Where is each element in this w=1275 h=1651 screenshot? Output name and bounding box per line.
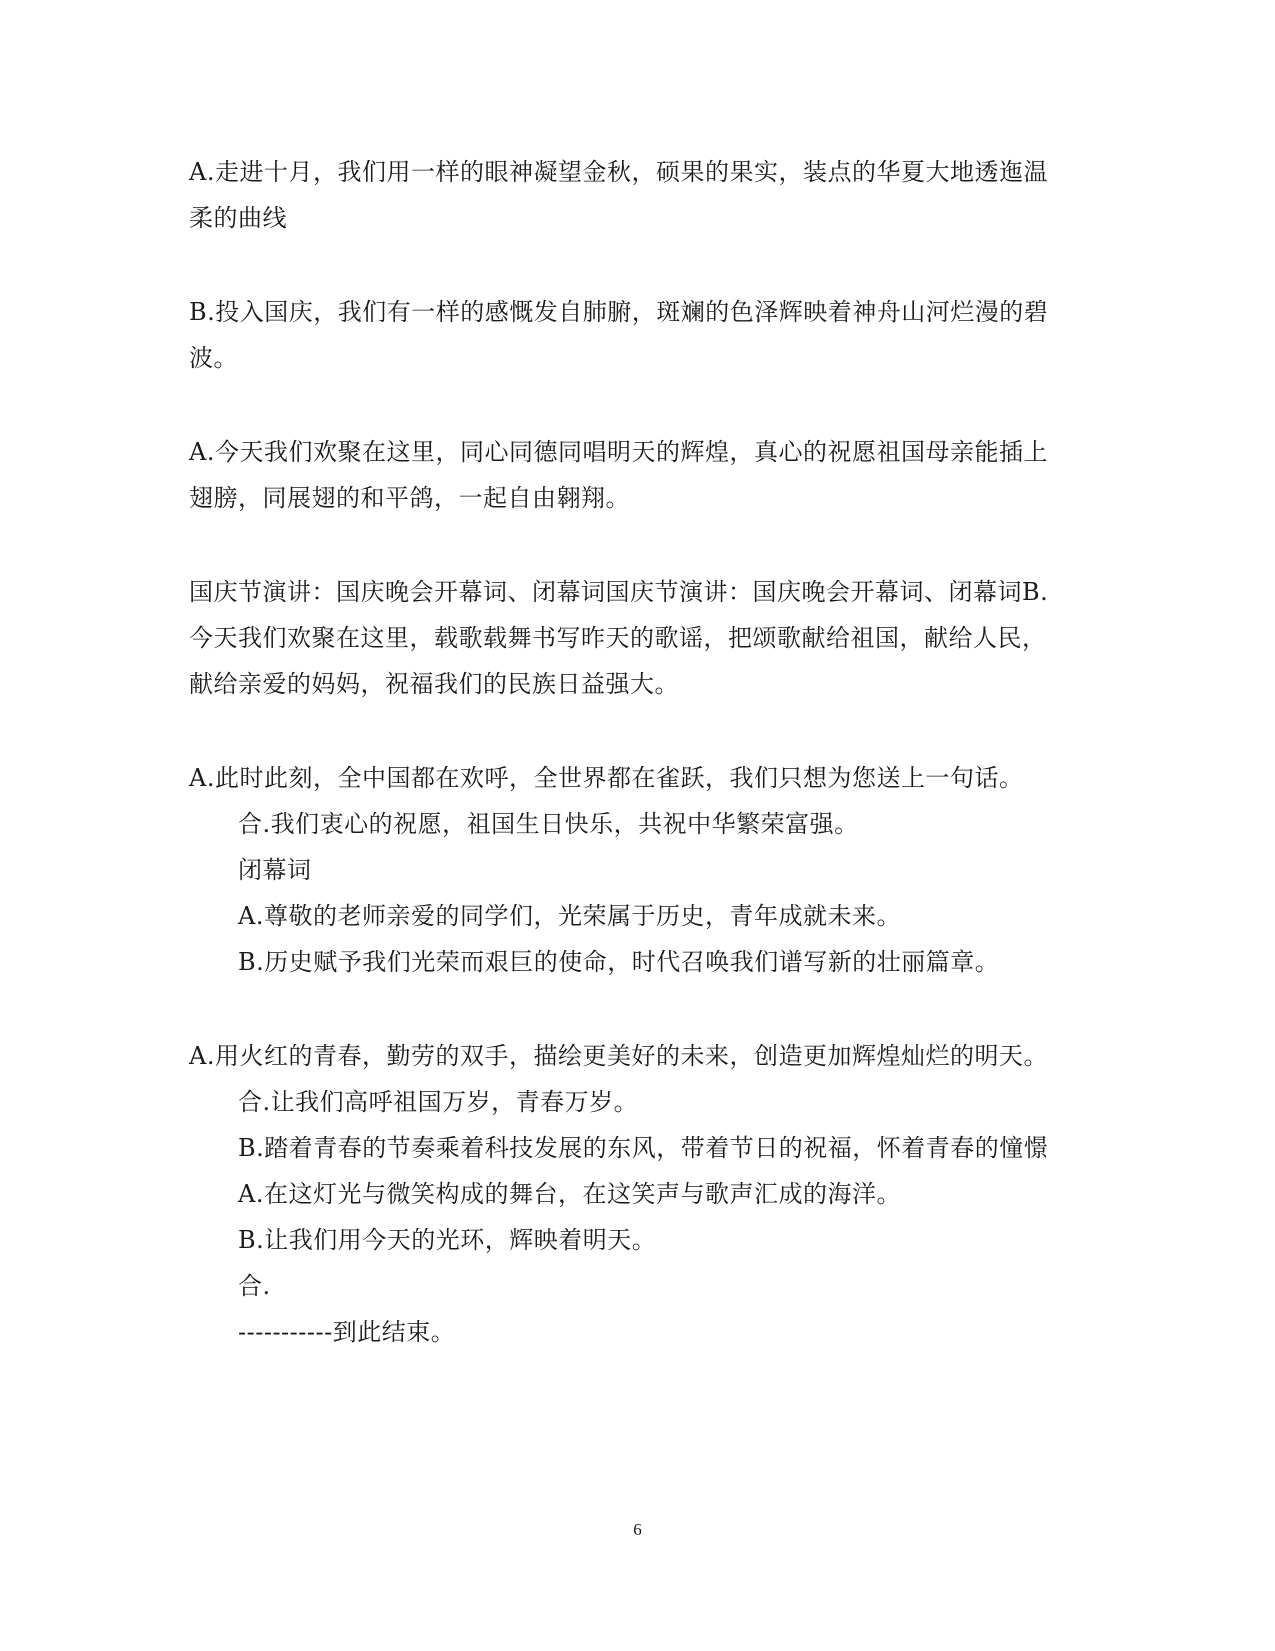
text-line: A.走进十月，我们用一样的眼神凝望金秋，硕果的果实，装点的华夏大地透迤温	[189, 158, 1048, 186]
text-line: B.投入国庆，我们有一样的感慨发自肺腑，斑斓的色泽辉映着神舟山河烂漫的碧	[189, 298, 1049, 326]
text-line: 波。	[189, 344, 238, 372]
text-line: 合.我们衷心的祝愿，祖国生日快乐，共祝中华繁荣富强。	[238, 810, 859, 838]
text-line: B.踏着青春的节奏乘着科技发展的东风，带着节日的祝福，怀着青春的憧憬	[238, 1134, 1049, 1162]
text-line: A.此时此刻，全中国都在欢呼，全世界都在雀跃，我们只想为您送上一句话。	[189, 764, 1024, 792]
text-line: 今天我们欢聚在这里，载歌载舞书写昨天的歌谣，把颂歌献给祖国，献给人民，	[189, 624, 1047, 652]
text-line: A.用火红的青春，勤劳的双手，描绘更美好的未来，创造更加辉煌灿烂的明天。	[189, 1042, 1048, 1070]
text-line: 合.	[238, 1272, 271, 1300]
text-line: B.让我们用今天的光环，辉映着明天。	[238, 1226, 657, 1254]
text-line: A.今天我们欢聚在这里，同心同德同唱明天的辉煌，真心的祝愿祖国母亲能插上	[189, 438, 1048, 466]
text-line: 合.让我们高呼祖国万岁，青春万岁。	[238, 1088, 639, 1116]
text-line: 献给亲爱的妈妈，祝福我们的民族日益强大。	[189, 670, 679, 698]
text-line: 柔的曲线	[189, 204, 287, 232]
text-line: 翅膀，同展翅的和平鸽，一起自由翱翔。	[189, 484, 630, 512]
section-heading: 闭幕词	[238, 856, 312, 884]
page-number: 6	[633, 1520, 642, 1539]
text-line: A.尊敬的老师亲爱的同学们，光荣属于历史，青年成就未来。	[238, 902, 901, 930]
text-line: 国庆节演讲：国庆晚会开幕词、闭幕词国庆节演讲：国庆晚会开幕词、闭幕词B.	[189, 578, 1049, 606]
text-line: B.历史赋予我们光荣而艰巨的使命，时代召唤我们谱写新的壮丽篇章。	[238, 948, 1000, 976]
end-marker: -----------到此结束。	[238, 1318, 456, 1346]
text-line: A.在这灯光与微笑构成的舞台，在这笑声与歌声汇成的海洋。	[238, 1180, 901, 1208]
